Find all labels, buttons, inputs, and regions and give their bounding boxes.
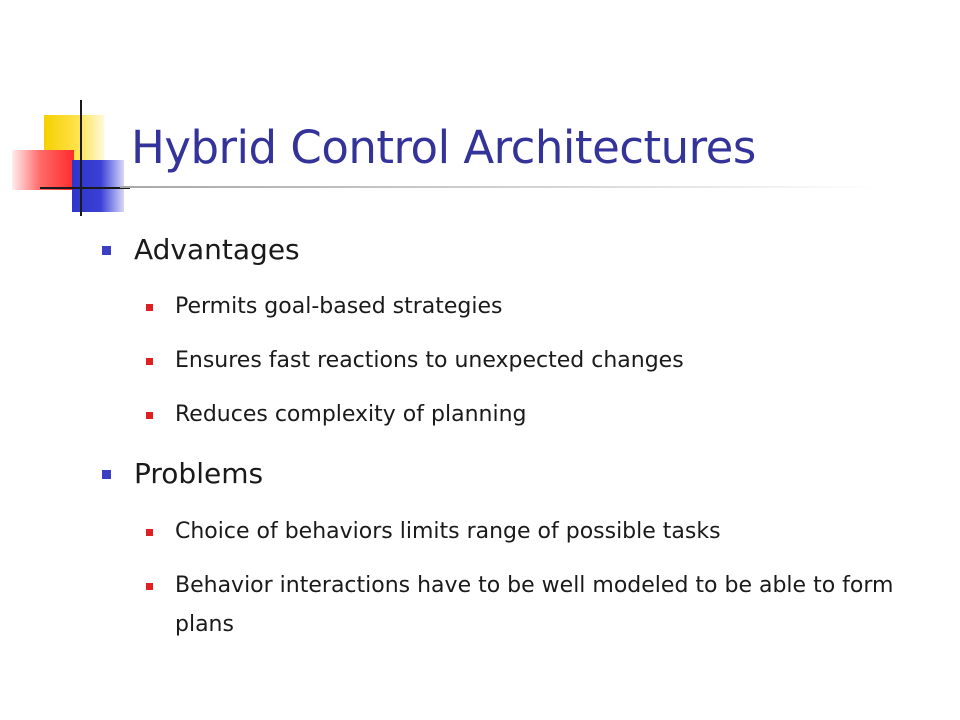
square-bullet-icon <box>102 470 111 479</box>
square-bullet-icon <box>146 529 153 536</box>
list-item-text: Reduces complexity of planning <box>175 402 527 427</box>
section-heading: Advantages <box>134 233 300 266</box>
square-bullet-icon <box>146 583 153 590</box>
square-bullet-icon <box>146 358 153 365</box>
list-item-text: Ensures fast reactions to unexpected changes <box>175 348 684 373</box>
list-item-text: Permits goal-based strategies <box>175 294 503 319</box>
square-bullet-icon <box>102 246 111 255</box>
slide-title: Hybrid Control Architectures <box>131 121 756 174</box>
list-item-text: Behavior interactions have to be well modeled to be able to form plans <box>175 573 894 637</box>
square-bullet-icon <box>146 304 153 311</box>
square-bullet-icon <box>146 412 153 419</box>
list-item-text: Choice of behaviors limits range of possible tasks <box>175 519 721 544</box>
section-heading: Problems <box>134 457 264 490</box>
